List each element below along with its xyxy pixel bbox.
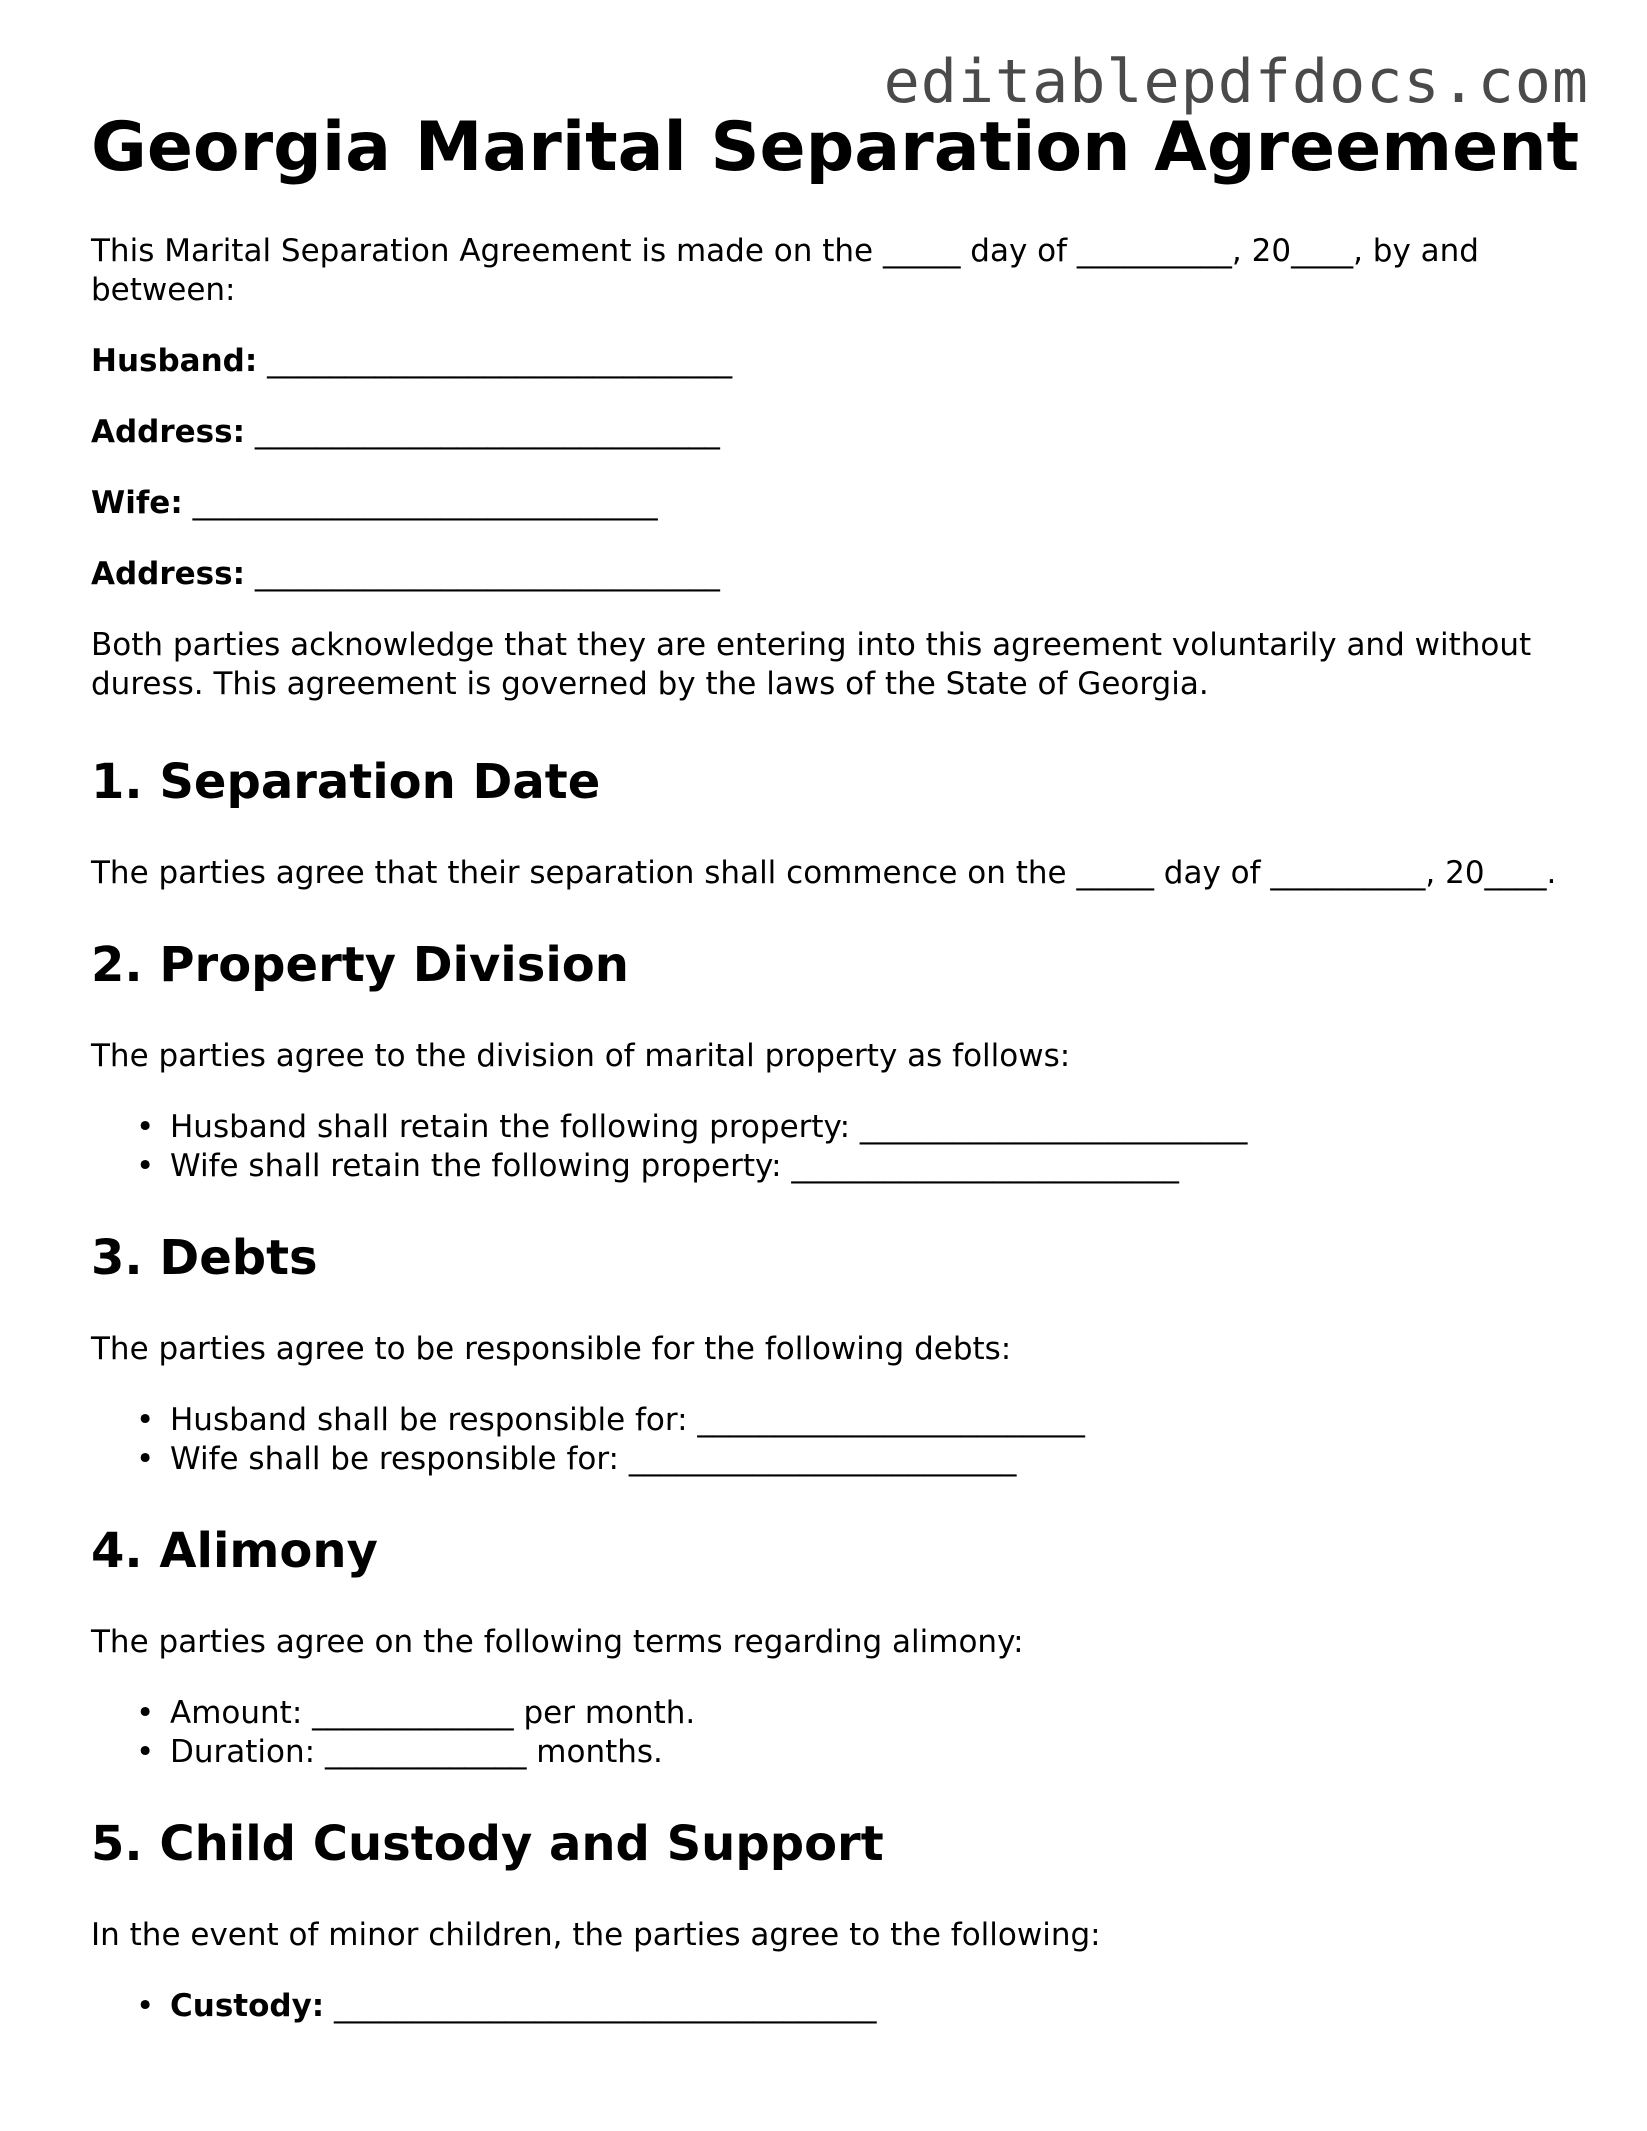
custody-blank[interactable]: ___________________________________: [334, 1988, 877, 2024]
husband-address-label: Address:: [91, 414, 245, 450]
section-heading: 5. Child Custody and Support: [91, 1816, 884, 1872]
intro-paragraph: This Marital Separation Agreement is made on the _____ day of __________, 20____, by and between:: [91, 233, 1479, 308]
bullet-icon: •: [136, 1148, 155, 1184]
bullet-icon: •: [136, 1988, 155, 2024]
section-alimony: [91, 1523, 1581, 1772]
section-heading: 3. Debts: [91, 1230, 318, 1286]
wife-field[interactable]: [91, 484, 1581, 523]
wife-address-label: Address:: [91, 556, 245, 592]
section-child-custody: [91, 1816, 1581, 2026]
list-item-text: Amount: _____________ per month.: [170, 1695, 696, 1731]
husband-address-blank[interactable]: ______________________________: [254, 414, 720, 450]
bullet-icon: •: [136, 1734, 155, 1770]
list-item[interactable]: [91, 1108, 1581, 1147]
husband-label: Husband:: [91, 343, 258, 379]
list-item-text: Duration: _____________ months.: [170, 1734, 663, 1770]
section-property-division: [91, 937, 1581, 1186]
list-item[interactable]: [91, 1147, 1581, 1186]
list-item-text: Wife shall be responsible for: _________________________: [170, 1441, 1017, 1477]
document-title: Georgia Marital Separation Agreement: [91, 108, 1580, 187]
bullet-icon: •: [136, 1109, 155, 1145]
section-heading: 2. Property Division: [91, 937, 629, 993]
custody-label: Custody:: [170, 1988, 325, 2024]
section-text: The parties agree to be responsible for the following debts:: [91, 1331, 1012, 1367]
list-item-text: Wife shall retain the following property: _________________________: [170, 1148, 1179, 1184]
bullet-icon: •: [136, 1402, 155, 1438]
list-item[interactable]: [91, 1694, 1581, 1733]
list-item[interactable]: [91, 1401, 1581, 1440]
debts-list: [91, 1401, 1581, 1479]
property-list: [91, 1108, 1581, 1186]
list-item[interactable]: [91, 1987, 1581, 2026]
alimony-list: [91, 1694, 1581, 1772]
section-text: The parties agree to the division of marital property as follows:: [91, 1038, 1071, 1074]
bullet-icon: •: [136, 1441, 155, 1477]
section-debts: [91, 1230, 1581, 1479]
husband-blank[interactable]: ______________________________: [267, 343, 733, 379]
wife-address-blank[interactable]: ______________________________: [254, 556, 720, 592]
custody-list: [91, 1987, 1581, 2026]
wife-address-field[interactable]: [91, 555, 1581, 594]
section-text: In the event of minor children, the parties agree to the following:: [91, 1917, 1101, 1953]
acknowledgement-paragraph: Both parties acknowledge that they are entering into this agreement voluntarily and without duress. This agreement is governed by the laws of the State of Georgia.: [91, 627, 1532, 702]
section-text: The parties agree on the following terms regarding alimony:: [91, 1624, 1024, 1660]
bullet-icon: •: [136, 1695, 155, 1731]
section-heading: 1. Separation Date: [91, 754, 601, 810]
document-page: [91, 108, 1581, 2070]
watermark: editablepdfdocs.com: [883, 47, 1589, 117]
list-item[interactable]: [91, 1440, 1581, 1479]
list-item[interactable]: [91, 1733, 1581, 1772]
husband-field[interactable]: [91, 342, 1581, 381]
husband-address-field[interactable]: [91, 413, 1581, 452]
list-item-text: Husband shall be responsible for: _________________________: [170, 1402, 1085, 1438]
wife-blank[interactable]: ______________________________: [192, 485, 658, 521]
section-text: The parties agree that their separation shall commence on the _____ day of __________, 20____.: [91, 855, 1557, 891]
section-heading: 4. Alimony: [91, 1523, 378, 1579]
list-item-text: Husband shall retain the following property: _________________________: [170, 1109, 1248, 1145]
wife-label: Wife:: [91, 485, 183, 521]
section-separation-date: [91, 754, 1581, 893]
